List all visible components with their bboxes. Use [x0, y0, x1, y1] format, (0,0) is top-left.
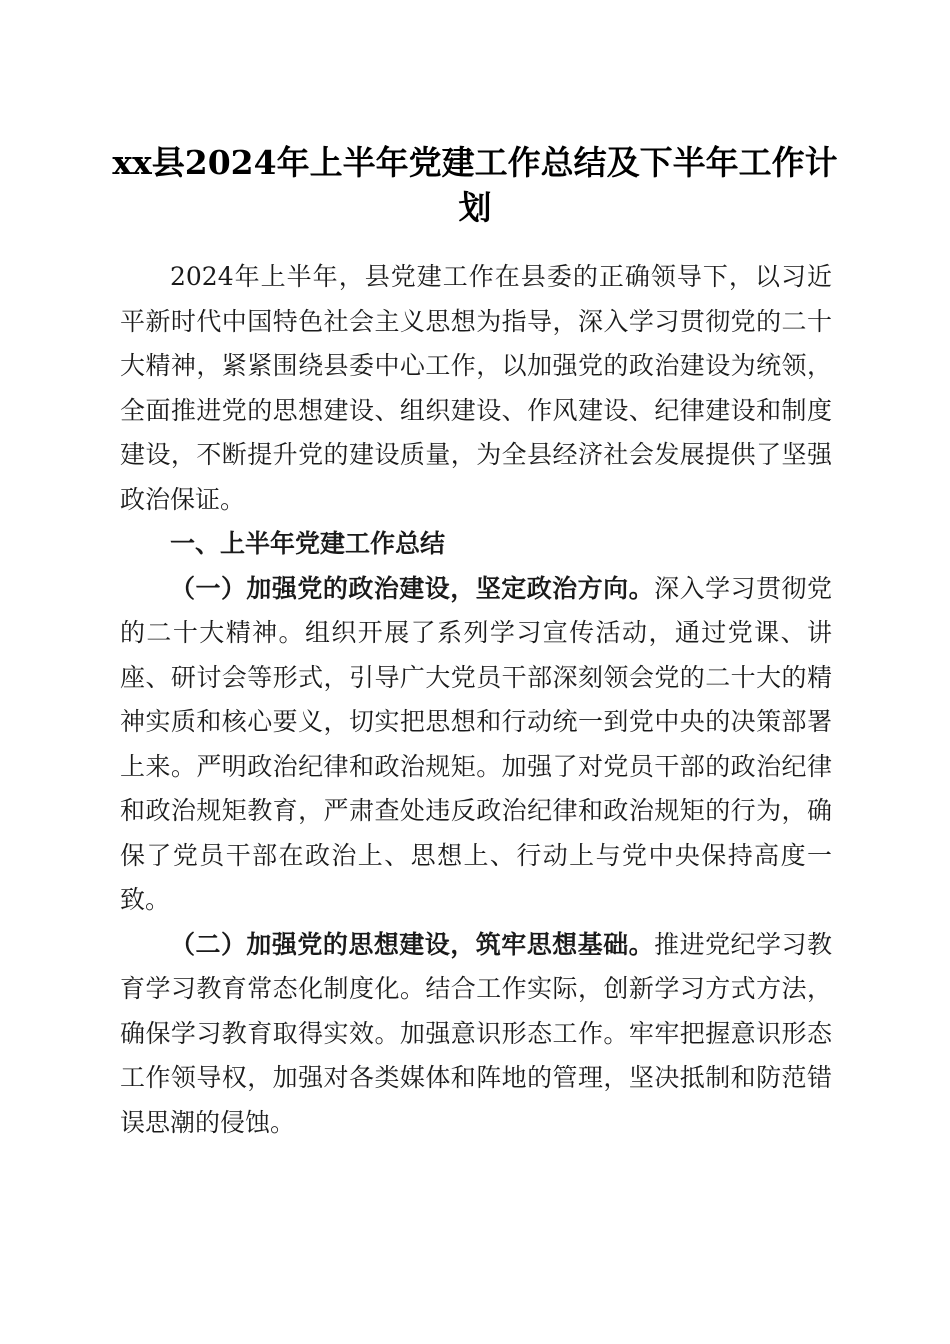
- paragraph-item-1: [120, 567, 832, 923]
- document-title: xx县2024年上半年党建工作总结及下半年工作计划: [112, 143, 838, 227]
- intro-paragraph: 2024年上半年，县党建工作在县委的正确领导下，以习近平新时代中国特色社会主义思想为指导，深入学习贯彻党的二十大精神，紧紧围绕县委中心工作，以加强党的政治建设为统领，全面推进党的思想建设、组织建设、作风建设、纪律建设和制度建设，不断提升党的建设质量，为全县经济社会发展提供了坚强政治保证。: [120, 262, 832, 514]
- paragraph-text-2: 推进党纪学习教育学习教育常态化制度化。结合工作实际，创新学习方式方法，确保学习教育取得实效。加强意识形态工作。牢牢把握意识形态工作领导权，加强对各类媒体和阵地的管理，坚决抵制和防范错误思潮的侵蚀。: [120, 929, 832, 1137]
- section-heading: 一、上半年党建工作总结: [170, 529, 446, 558]
- paragraph-item-2: [120, 923, 832, 1146]
- subheading-1: （一）加强党的政治建设，坚定政治方向。: [170, 573, 655, 603]
- document-body: [120, 255, 832, 1145]
- paragraph-text-1: 深入学习贯彻党的二十大精神。组织开展了系列学习宣传活动，通过党课、讲座、研讨会等形式，引导广大党员干部深刻领会党的二十大的精神实质和核心要义，切实把思想和行动统一到党中央的决策部署上来。严明政治纪律和政治规矩。加强了对党员干部的政治纪律和政治规矩教育，严肃查处违反政治纪律和政治规矩的行为，确保了党员干部在政治上、思想上、行动上与党中央保持高度一致。: [120, 573, 832, 914]
- subheading-2: （二）加强党的思想建设，筑牢思想基础。: [170, 929, 655, 959]
